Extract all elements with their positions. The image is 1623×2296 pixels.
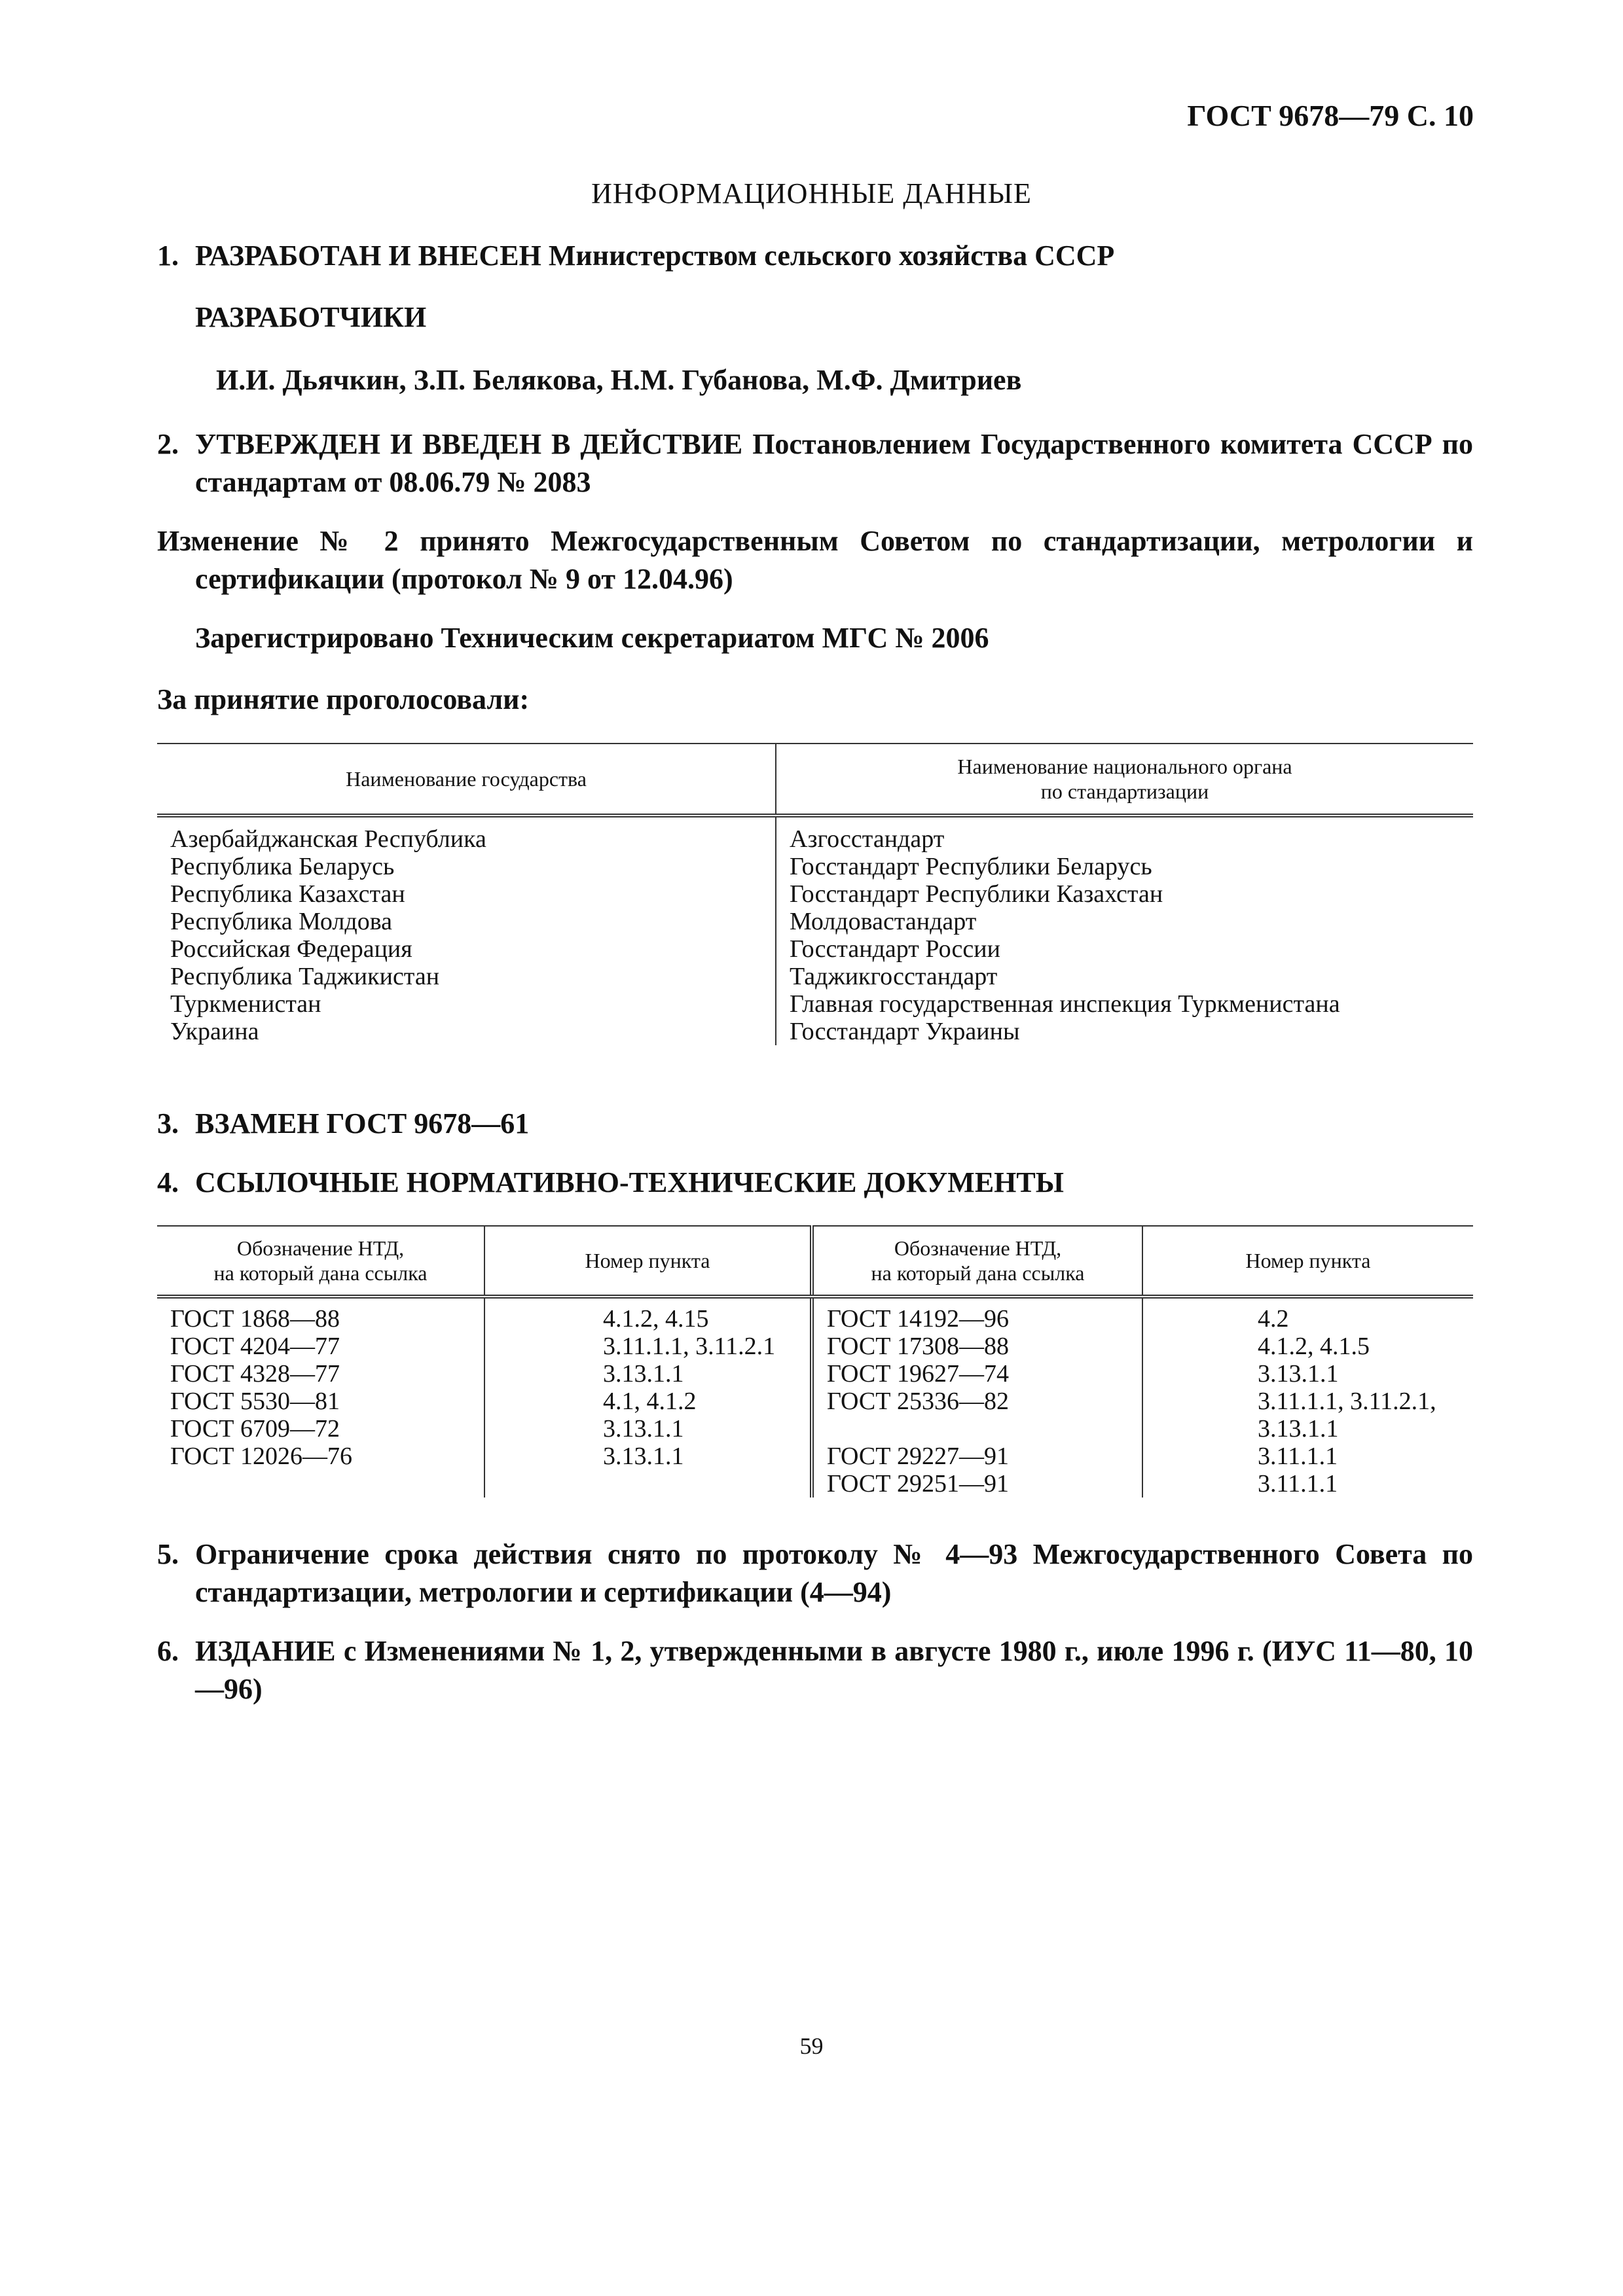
voted-label: За принятие проголосовали: [157, 683, 530, 715]
section-number: 4. [157, 1166, 179, 1198]
ref-doc-cell: ГОСТ 5530—81 [170, 1388, 340, 1415]
ref-item-cell: 3.13.1.1 [484, 1415, 812, 1443]
section-text: РАЗРАБОТАН И ВНЕСЕН Министерством сельского хозяйства СССР [195, 240, 1115, 272]
table-row [157, 880, 1473, 908]
ref-item-cell: 4.1.2, 4.15 [484, 1297, 812, 1333]
amendment-note: Изменение № 2 принято Межгосударственным Советом по стандартизации, метрологии и сертификации (протокол № 9 от 12.04.96) [157, 525, 1473, 595]
ref-item-cell: 3.11.1.1, 3.11.2.1 [484, 1333, 812, 1360]
table-row [157, 1443, 1473, 1470]
table-row [157, 908, 1473, 935]
ref-item-cell: 3.11.1.1 [1142, 1443, 1473, 1470]
header-national-body: Наименование национального органа по стандартизации [776, 744, 1473, 816]
ref-doc-cell [812, 1415, 1142, 1443]
ref-doc-cell: ГОСТ 25336—82 [812, 1388, 1142, 1415]
state-name-cell: Республика Казахстан [170, 880, 405, 908]
ref-doc-cell: ГОСТ 6709—72 [170, 1415, 340, 1443]
table-row [157, 853, 1473, 880]
ref-doc-cell: ГОСТ 29227—91 [812, 1443, 1142, 1470]
national-body-cell: Госстандарт Республики Казахстан [776, 880, 1473, 908]
header-item-left: Номер пункта [484, 1226, 812, 1297]
section-number: 1. [157, 240, 179, 272]
table-row [157, 963, 1473, 990]
table-row [157, 1388, 1473, 1415]
header-doc-left: Обозначение НТД, на который дана ссылка [157, 1226, 484, 1297]
section-1 [157, 237, 1473, 275]
table-row [157, 990, 1473, 1018]
table-row [157, 935, 1473, 963]
document-code: ГОСТ 9678—79 С. 10 [1187, 99, 1474, 132]
ref-item-cell: 3.13.1.1 [1142, 1415, 1473, 1443]
ref-doc-cell: ГОСТ 4328—77 [170, 1360, 340, 1388]
section-number: 2. [157, 428, 179, 460]
ref-item-cell: 3.11.1.1 [1142, 1470, 1473, 1498]
ref-item-cell: 3.13.1.1 [1142, 1360, 1473, 1388]
header-doc-right: Обозначение НТД, на который дана ссылка [812, 1226, 1142, 1297]
ref-item-cell [484, 1470, 812, 1498]
page-number: 59 [799, 2033, 824, 2059]
section-text: ССЫЛОЧНЫЕ НОРМАТИВНО-ТЕХНИЧЕСКИЕ ДОКУМЕНТЫ [195, 1166, 1064, 1198]
table-row [157, 1360, 1473, 1388]
table-row [157, 1333, 1473, 1360]
state-name-cell: Российская Федерация [170, 935, 412, 963]
state-name-cell: Республика Беларусь [170, 853, 395, 880]
states-table [157, 743, 1473, 1045]
references-table [157, 1225, 1473, 1498]
table-row [157, 1297, 1473, 1333]
page-title: ИНФОРМАЦИОННЫЕ ДАННЫЕ [591, 177, 1032, 209]
ref-doc-cell: ГОСТ 4204—77 [170, 1333, 340, 1360]
ref-doc-cell [157, 1470, 484, 1498]
ref-item-cell: 3.13.1.1 [484, 1443, 812, 1470]
table-row [157, 1415, 1473, 1443]
section-3 [157, 1105, 1473, 1143]
state-name-cell: Украина [170, 1018, 259, 1045]
section-text: ИЗДАНИЕ с Изменениями № 1, 2, утвержденными в августе 1980 г., июле 1996 г. (ИУС 11—80, 10—96) [195, 1635, 1473, 1705]
state-name-cell: Республика Таджикистан [170, 963, 440, 990]
ref-doc-cell: ГОСТ 29251—91 [812, 1470, 1142, 1498]
state-name-cell: Туркменистан [170, 990, 321, 1018]
ref-doc-cell: ГОСТ 12026—76 [170, 1443, 352, 1470]
section-number: 6. [157, 1635, 179, 1667]
ref-item-cell: 3.13.1.1 [484, 1360, 812, 1388]
section-2 [157, 425, 1473, 501]
section-4 [157, 1164, 1473, 1202]
state-name-cell: Азербайджанская Республика [170, 825, 486, 853]
ref-doc-cell: ГОСТ 14192—96 [812, 1297, 1142, 1333]
registration-note: Зарегистрировано Техническим секретариатом МГС № 2006 [195, 622, 989, 654]
states-table-body [157, 816, 1473, 1045]
national-body-cell: Азгосстандарт [776, 816, 1473, 853]
section-number: 5. [157, 1538, 179, 1570]
table-row [157, 816, 1473, 853]
section-number: 3. [157, 1107, 179, 1139]
national-body-cell: Таджикгосстандарт [776, 963, 1473, 990]
national-body-cell: Госстандарт России [776, 935, 1473, 963]
header-item-right: Номер пункта [1142, 1226, 1473, 1297]
national-body-cell: Молдовастандарт [776, 908, 1473, 935]
ref-item-cell: 4.1.2, 4.1.5 [1142, 1333, 1473, 1360]
ref-item-cell: 4.2 [1142, 1297, 1473, 1333]
section-6 [157, 1632, 1473, 1708]
section-5 [157, 1535, 1473, 1611]
references-table-body [157, 1297, 1473, 1498]
table-row [157, 1470, 1473, 1498]
ref-item-cell: 3.11.1.1, 3.11.2.1, [1142, 1388, 1473, 1415]
ref-item-cell: 4.1, 4.1.2 [484, 1388, 812, 1415]
ref-doc-cell: ГОСТ 17308—88 [812, 1333, 1142, 1360]
ref-doc-cell: ГОСТ 19627—74 [812, 1360, 1142, 1388]
national-body-cell: Главная государственная инспекция Туркменистана [776, 990, 1473, 1018]
section-text: УТВЕРЖДЕН И ВВЕДЕН В ДЕЙСТВИЕ Постановлением Государственного комитета СССР по стандартам от 08.06.79 № 2083 [195, 428, 1473, 498]
header-state: Наименование государства [157, 744, 776, 816]
section-text: ВЗАМЕН ГОСТ 9678—61 [195, 1107, 530, 1139]
developers-names: И.И. Дьячкин, З.П. Белякова, Н.М. Губанова, М.Ф. Дмитриев [216, 364, 1022, 396]
ref-doc-cell: ГОСТ 1868—88 [170, 1305, 340, 1333]
table-row [157, 1018, 1473, 1045]
national-body-cell: Госстандарт Украины [776, 1018, 1473, 1045]
state-name-cell: Республика Молдова [170, 908, 393, 935]
national-body-cell: Госстандарт Республики Беларусь [776, 853, 1473, 880]
developers-label: РАЗРАБОТЧИКИ [195, 301, 427, 333]
section-text: Ограничение срока действия снято по протоколу № 4—93 Межгосударственного Совета по стандартизации, метрологии и сертификации (4—94) [195, 1538, 1473, 1608]
